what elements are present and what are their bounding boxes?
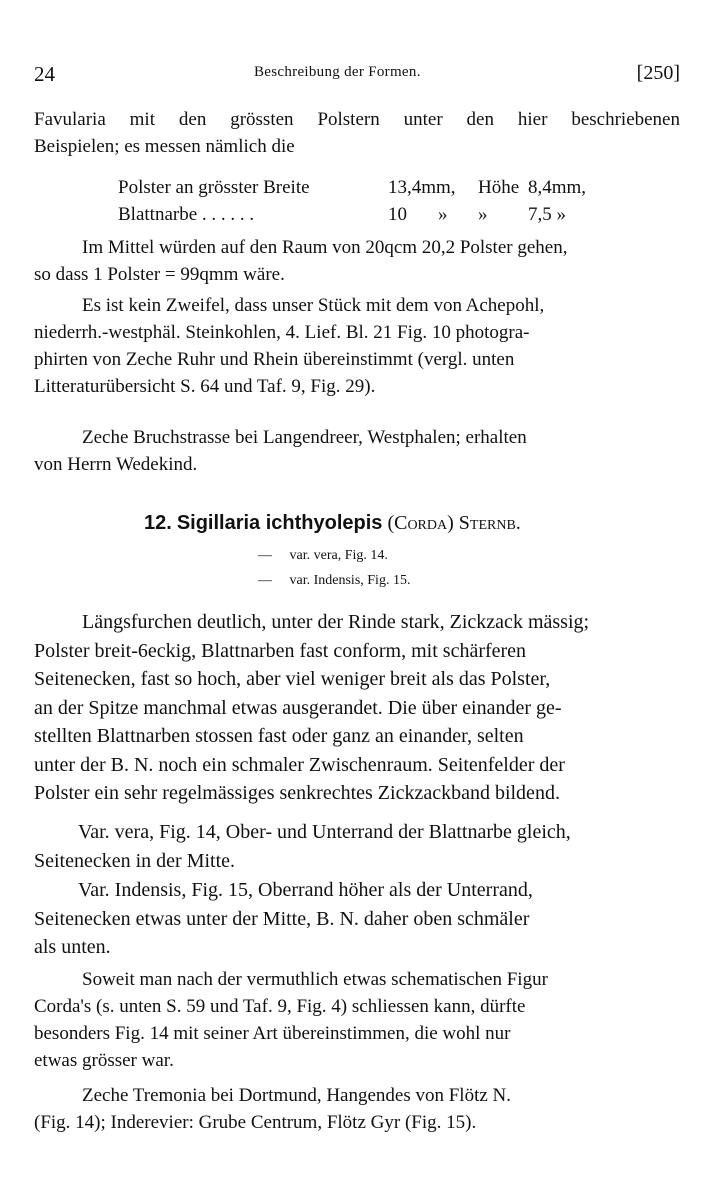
soweit-paragraph xyxy=(34,966,680,1074)
table-cell-value: 8,4mm, xyxy=(528,177,587,198)
intro-paragraph xyxy=(34,106,680,160)
text-line: Seitenecken, fast so hoch, aber viel weniger breit als das Polster, xyxy=(34,668,551,690)
variety-dash: — xyxy=(258,573,272,588)
table-row xyxy=(118,174,586,201)
text-line: Seitenecken etwas unter der Mitte, B. N. daher oben schmäler xyxy=(34,907,530,930)
page-header xyxy=(34,62,680,88)
text-line: Polster ein sehr regelmässiges senkrechtes Zickzackband bildend. xyxy=(34,782,560,804)
text-line: niederrh.-westphäl. Steinkohlen, 4. Lief. Bl. 21 Fig. 10 photogra- xyxy=(34,322,530,343)
table-cell-ditto: » xyxy=(438,204,448,225)
measurement-table xyxy=(118,174,586,228)
table-cell-unit xyxy=(438,174,478,201)
text-line: so dass 1 Polster = 99qmm wäre. xyxy=(34,264,285,285)
table-cell-value: 10 xyxy=(388,204,407,225)
text-line: Es ist kein Zweifel, dass unser Stück mit dem von Achepohl, xyxy=(82,295,545,316)
page-reference: [250] xyxy=(636,62,680,84)
text-line: Polster breit-6eckig, Blattnarben fast conform, mit schärferen xyxy=(34,639,527,662)
page-number: 24 xyxy=(34,62,55,86)
species-name: Sigillaria ichthyolepis xyxy=(176,512,383,534)
text-line: Zeche Tremonia bei Dortmund, Hangendes von Flötz N. xyxy=(82,1085,512,1106)
variety-text: var. Indensis, Fig. 15. xyxy=(289,573,411,588)
species-number: 12. xyxy=(144,512,172,534)
species-heading xyxy=(144,512,521,535)
text-line: phirten von Zeche Ruhr und Rhein übereinstimmt (vergl. unten xyxy=(34,349,515,370)
text-line: an der Spitze manchmal etwas ausgerandet. Die über einander ge- xyxy=(34,696,562,719)
running-title: Beschreibung der Formen. xyxy=(254,64,421,80)
text-line: als unten. xyxy=(34,936,111,958)
text-line: Corda's (s. unten S. 59 und Taf. 9, Fig. 4) schliessen kann, dürfte xyxy=(34,996,526,1017)
text-line: Längsfurchen deutlich, unter der Rinde stark, Zickzack mässig; xyxy=(82,611,590,633)
variety-line xyxy=(258,548,388,564)
text-line: Var. vera, Fig. 14, Ober- und Unterrand der Blattnarbe gleich, xyxy=(78,821,571,843)
table-cell-value: 7,5 » xyxy=(528,204,566,225)
findspot-paragraph xyxy=(34,1082,680,1136)
table-cell-label: Polster an grösster Breite xyxy=(118,177,310,198)
text-line: Soweit man nach der vermuthlich etwas schematischen Figur xyxy=(82,969,548,990)
species-authority: (Corda) Sternb. xyxy=(387,512,521,534)
var-indensis-paragraph xyxy=(34,876,680,962)
table-row xyxy=(118,201,586,228)
text-line: Im Mittel würden auf den Raum von 20qcm 20,2 Polster gehen, xyxy=(82,237,568,258)
text-line: von Herrn Wedekind. xyxy=(34,454,198,475)
comparison-paragraph xyxy=(34,292,680,400)
text-line: Favularia mit den grössten Polstern unter den hier beschriebenen xyxy=(34,109,680,130)
text-line: Litteraturübersicht S. 64 und Taf. 9, Fig. 29). xyxy=(34,376,376,397)
text-line: Zeche Bruchstrasse bei Langendreer, Westphalen; erhalten xyxy=(82,427,527,448)
text-line: (Fig. 14); Inderevier: Grube Centrum, Flötz Gyr (Fig. 15). xyxy=(34,1112,477,1133)
text-line: etwas grösser war. xyxy=(34,1050,174,1071)
locality-paragraph xyxy=(34,424,680,478)
description-paragraph xyxy=(34,608,680,808)
text-line: Var. Indensis, Fig. 15, Oberrand höher als der Unterrand, xyxy=(78,879,533,901)
table-cell-label: Blattnarbe . . . . . . xyxy=(118,204,255,225)
text-line: unter der B. N. noch ein schmaler Zwischenraum. Seitenfelder der xyxy=(34,753,565,776)
text-line: besonders Fig. 14 mit seiner Art übereinstimmen, die wohl nur xyxy=(34,1023,511,1044)
table-cell-value: 13,4mm, xyxy=(388,177,456,198)
var-vera-paragraph xyxy=(34,818,680,875)
table-cell-height-label: Höhe xyxy=(478,177,520,198)
table-cell-ditto: » xyxy=(478,204,488,225)
text-line: Beispielen; es messen nämlich die xyxy=(34,136,295,157)
variety-text: var. vera, Fig. 14. xyxy=(289,548,388,563)
average-paragraph xyxy=(34,234,680,288)
variety-dash: — xyxy=(258,548,272,563)
text-line: stellten Blattnarben stossen fast oder ganz an einander, selten xyxy=(34,725,524,747)
text-line: Seitenecken in der Mitte. xyxy=(34,849,236,872)
variety-line xyxy=(258,573,410,589)
